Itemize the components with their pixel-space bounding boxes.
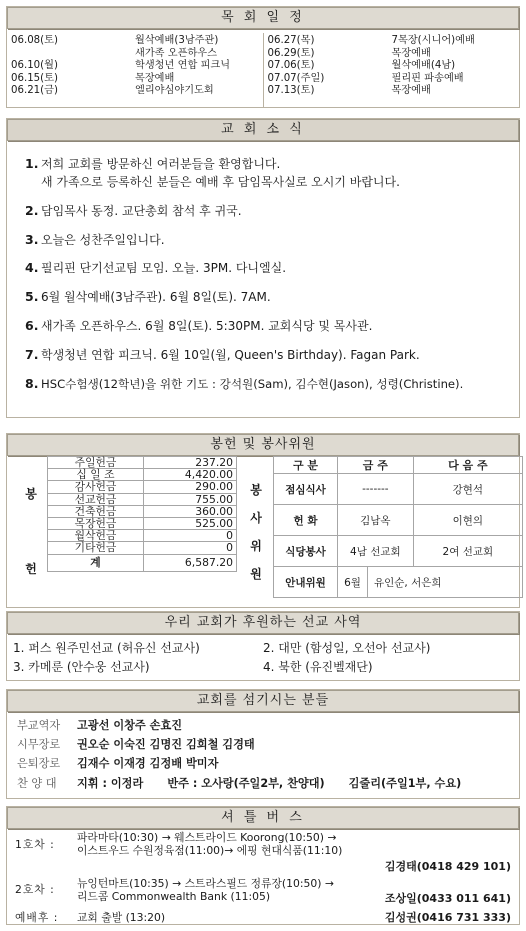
offering-vertical-label: 봉 헌 bbox=[25, 486, 37, 576]
missions-title: 우리 교회가 후원하는 선교 사역 bbox=[7, 612, 519, 634]
offering-row: 십 일 조 4,420.00 bbox=[48, 469, 237, 481]
news-item: 6. 새가족 오픈하우스. 6월 8일(토). 5:30PM. 교회식당 및 목사관. bbox=[25, 317, 373, 333]
offering-row: 감사헌금 290.00 bbox=[48, 481, 237, 493]
news-section bbox=[6, 118, 520, 418]
news-title: 교 회 소 식 bbox=[7, 119, 519, 141]
offering-table bbox=[47, 456, 237, 572]
schedule-row: 07.07(주일) 필리핀 파송예배 bbox=[267, 72, 464, 84]
schedule-row: 06.08(토) 월삭예배(3남주관) bbox=[11, 35, 219, 46]
mission-item: 3. 카메룬 (안수웅 선교사) bbox=[13, 660, 150, 674]
schedule-row: 07.06(토) 월삭예배(4남) bbox=[267, 60, 456, 71]
ministers-list bbox=[17, 716, 513, 793]
schedule-row: 새가족 오픈하우스 bbox=[135, 47, 217, 59]
schedule-right-column bbox=[264, 33, 520, 107]
offering-row: 주일헌금 237.20 bbox=[48, 457, 237, 469]
news-item: 7. 학생청년 연합 피크닉. 6월 10일(월, Queen's Birthday). Fagan Park. bbox=[25, 346, 420, 362]
schedule-section bbox=[6, 6, 520, 108]
schedule-row: 06.10(월) 학생청년 연합 피크닉 bbox=[11, 60, 231, 71]
offering-total-row: 계 6,587.20 bbox=[48, 554, 237, 571]
mission-item: 4. 북한 (유진벨재단) bbox=[263, 660, 373, 674]
offering-row: 월삭헌금 0 bbox=[48, 530, 237, 542]
offering-row: 기타헌금 0 bbox=[48, 542, 237, 554]
shuttle-section bbox=[6, 806, 520, 925]
shuttle-list bbox=[15, 831, 515, 925]
shuttle-title: 셔 틀 버 스 bbox=[7, 807, 519, 829]
service-row: 식당봉사 4남 선교회 2여 선교회 bbox=[274, 536, 523, 567]
schedule-left-column bbox=[7, 33, 264, 107]
schedule-title: 목 회 일 정 bbox=[7, 7, 519, 29]
missions-section bbox=[6, 611, 520, 681]
mission-item: 1. 퍼스 원주민선교 (허유신 선교사) bbox=[13, 641, 200, 655]
usher-row: 안내위원 6월 유인순, 서은희 bbox=[274, 567, 523, 598]
ministers-title: 교회를 섬기시는 분들 bbox=[7, 690, 519, 712]
mission-item: 2. 대만 (함성일, 오선아 선교사) bbox=[263, 641, 431, 655]
offering-row: 선교헌금 755.00 bbox=[48, 493, 237, 505]
ministers-section bbox=[6, 689, 520, 799]
news-item: 2. 담임목사 동정. 교단총회 참석 후 귀국. bbox=[25, 202, 242, 218]
schedule-row: 06.15(토) 목장예배 bbox=[11, 72, 175, 84]
schedule-row: 06.21(금) 엘리야심야기도회 bbox=[11, 85, 214, 96]
minister-row: 시무장로 권오순 이숙진 김명진 김희철 김경태 bbox=[17, 738, 255, 752]
news-item: 4. 필리핀 단기선교팀 모임. 오늘. 3PM. 다니엘실. bbox=[25, 260, 287, 276]
shuttle-route-2: 2호차 : 뉴잉턴마트(10:35) → 스트라스필드 정류장(10:50) → 리드콤 Commonwealth Bank (11:05) 조상일(0433 011 641) bbox=[15, 877, 511, 905]
shuttle-route-1: 1호차 : 파라마타(10:30) → 웨스트라이드 Koorong(10:50) → 이스트우드 수원정육점(11:00)→ 에핑 현대식품(11:10) 김경태(0418 429 101) bbox=[15, 831, 511, 873]
service-vertical-label: 봉 사 위 원 bbox=[250, 483, 262, 581]
offering-title: 봉헌 및 봉사위원 bbox=[7, 434, 519, 456]
service-row: 헌 화 김남옥 이현의 bbox=[274, 505, 523, 536]
missions-list bbox=[13, 639, 513, 677]
shuttle-route-3: 예배후 : 교회 출발 (13:20) 김성권(0416 731 333) bbox=[15, 911, 511, 924]
offering-row: 건축헌금 360.00 bbox=[48, 505, 237, 517]
offering-section bbox=[6, 433, 520, 608]
service-header-row: 구 분 금 주 다 음 주 bbox=[274, 457, 523, 474]
choir-row: 찬 양 대 지휘 : 이정라 반주 : 오사랑(주일2부, 찬양대) 김줄리(주일1부, 수요) bbox=[17, 776, 462, 790]
news-item: 8. HSC수험생(12학년)을 위한 기도 : 강석원(Sam), 김수현(Jason), 성령(Christine). bbox=[25, 375, 464, 391]
news-list bbox=[25, 155, 513, 403]
news-item: 1. 저희 교회를 방문하신 여러분들을 환영합니다. 새 가족으로 등록하신 분들은 예배 후 담임목사실로 오시기 바랍니다. bbox=[25, 156, 400, 189]
schedule-row: 07.13(토) 목장예배 bbox=[267, 85, 431, 96]
schedule-row: 06.27(목) 7목장(시니어)예배 bbox=[267, 35, 475, 46]
news-item: 3. 오늘은 성찬주일입니다. bbox=[25, 231, 165, 247]
schedule-row: 06.29(토) 목장예배 bbox=[267, 47, 431, 59]
service-table bbox=[273, 456, 523, 598]
minister-row: 부교역자 고광선 이창주 손효진 bbox=[17, 719, 183, 732]
news-item: 5. 6월 월삭예배(3남주관). 6월 8일(토). 7AM. bbox=[25, 289, 271, 305]
service-row: 점심식사 ------- 강현석 bbox=[274, 474, 523, 505]
offering-row: 목장헌금 525.00 bbox=[48, 517, 237, 529]
minister-row: 은퇴장로 김재수 이재경 김정배 박미자 bbox=[17, 757, 219, 771]
